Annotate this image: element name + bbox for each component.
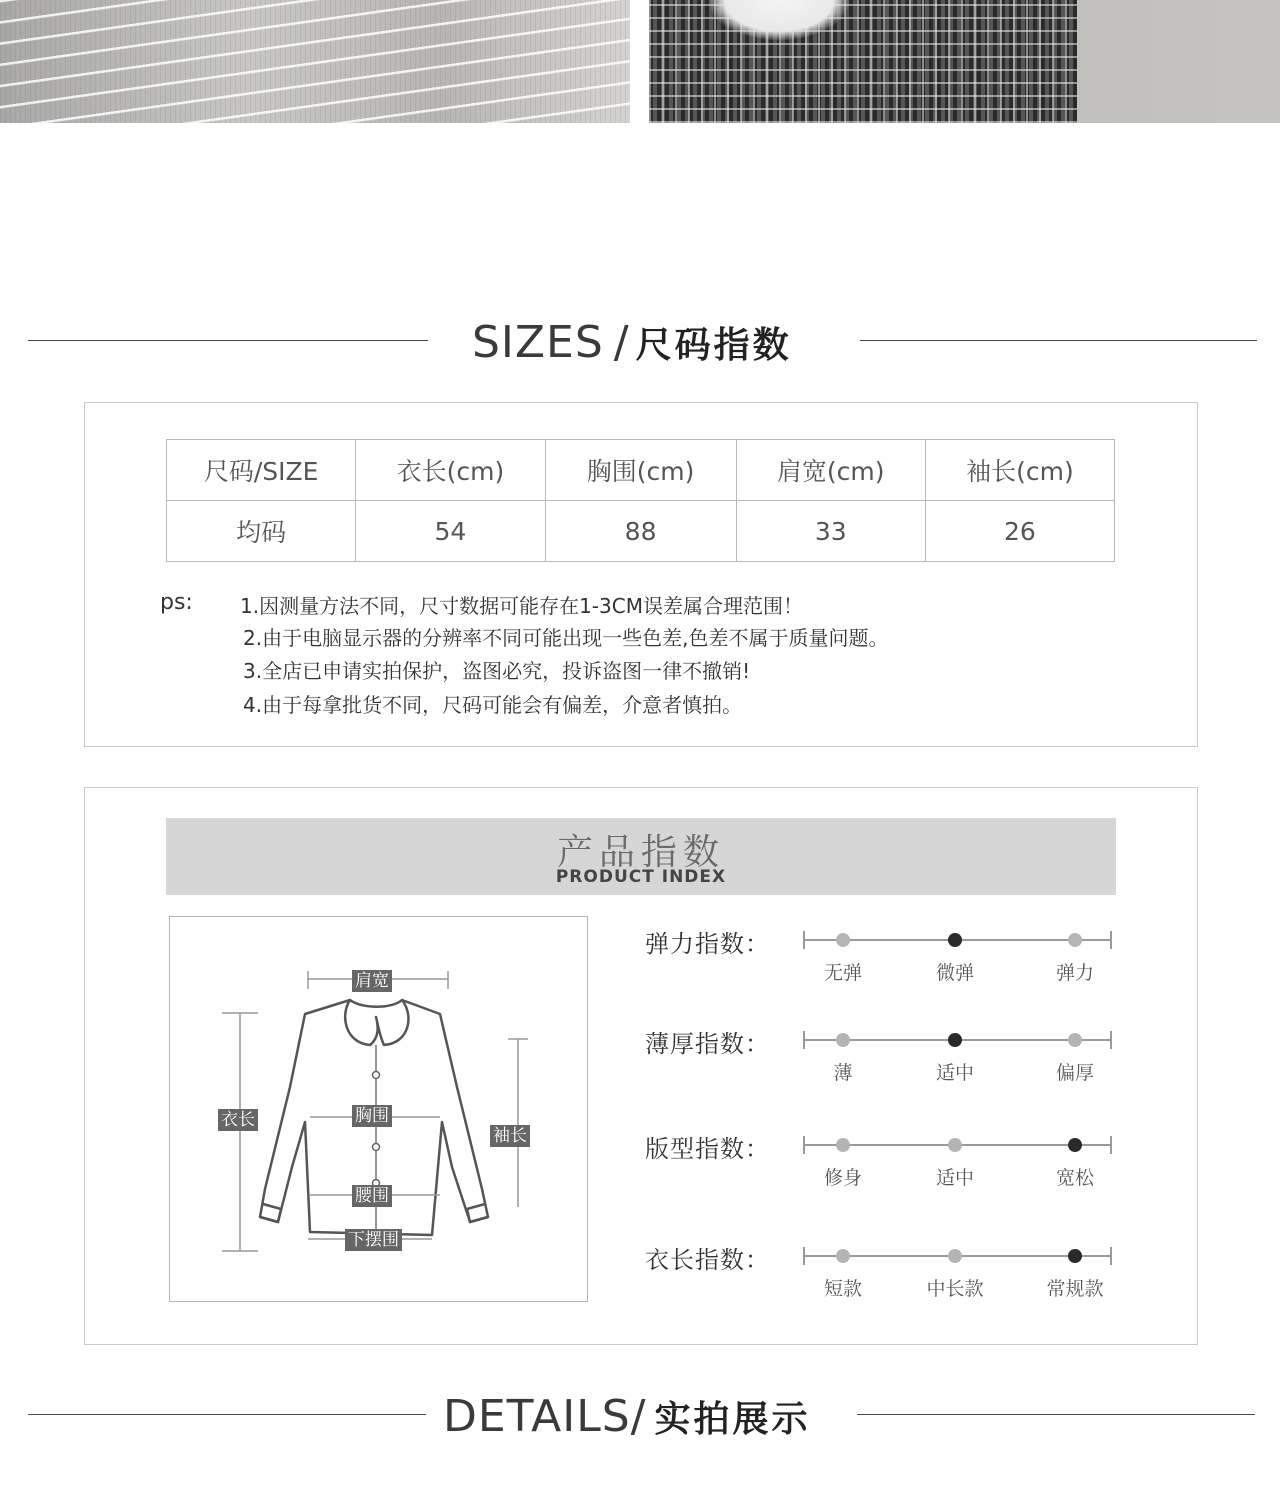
details-title-divider: / xyxy=(630,1391,647,1442)
cell-sleeve: 26 xyxy=(925,501,1114,562)
index-option-label: 适中 xyxy=(935,1062,974,1084)
header-sleeve: 袖长(cm) xyxy=(925,440,1114,501)
index-dot xyxy=(1068,1033,1082,1047)
index-option-label: 微弹 xyxy=(935,962,974,984)
index-option-label: 中长款 xyxy=(926,1278,984,1300)
index-scale-end-cap xyxy=(1110,1247,1112,1265)
note-1: 1.因测量方法不同，尺寸数据可能存在1-3CM误差属合理范围！ xyxy=(240,594,803,618)
size-table xyxy=(166,439,1115,562)
index-dot xyxy=(1068,933,1082,947)
diagram-label-length: 衣长 xyxy=(218,1109,258,1131)
diagram-label-chest: 胸围 xyxy=(352,1105,392,1127)
index-scale-start-cap xyxy=(803,1247,805,1265)
cell-length: 54 xyxy=(356,501,545,562)
index-label-length: 衣长指数： xyxy=(645,1246,770,1274)
index-label-thickness: 薄厚指数： xyxy=(645,1030,770,1058)
size-table-header-row xyxy=(167,440,1115,501)
measurement-diagram xyxy=(169,916,588,1302)
index-dot-selected xyxy=(948,933,962,947)
product-index-title-cn: 产品指数 xyxy=(556,832,725,873)
cell-size: 均码 xyxy=(167,501,356,562)
index-dot xyxy=(836,1138,850,1152)
index-label-fit: 版型指数： xyxy=(645,1135,770,1163)
index-option-label: 弹力 xyxy=(1055,962,1094,984)
sizes-section-title xyxy=(472,317,792,368)
index-option-label: 短款 xyxy=(823,1278,862,1300)
index-label-elasticity: 弹力指数： xyxy=(645,930,770,958)
note-4: 4.由于每拿批货不同，尺码可能会有偏差，介意者慎拍。 xyxy=(243,693,743,717)
index-option-label: 适中 xyxy=(935,1167,974,1189)
product-photo-fabric-detail xyxy=(0,0,630,123)
index-dot xyxy=(948,1249,962,1263)
index-option-label: 薄 xyxy=(833,1062,853,1084)
details-section-title xyxy=(443,1391,811,1442)
index-scale-start-cap xyxy=(803,931,805,949)
sizes-title-left-line xyxy=(28,340,428,341)
sizes-title-right-line xyxy=(860,340,1257,341)
product-index-banner xyxy=(166,818,1116,895)
index-option-label: 无弹 xyxy=(823,962,862,984)
index-option-label: 宽松 xyxy=(1055,1167,1094,1189)
index-dot xyxy=(836,933,850,947)
sizes-title-cn: 尺码指数 xyxy=(635,325,792,366)
index-scale-end-cap xyxy=(1110,931,1112,949)
diagram-label-sleeve: 袖长 xyxy=(490,1125,530,1147)
details-title-right-line xyxy=(857,1414,1255,1415)
note-2: 2.由于电脑显示器的分辨率不同可能出现一些色差,色差不属于质量问题。 xyxy=(243,626,889,650)
index-dot xyxy=(948,1138,962,1152)
ruffle-hem xyxy=(709,0,849,40)
cell-chest: 88 xyxy=(545,501,736,562)
index-dot xyxy=(836,1033,850,1047)
diagram-label-waist: 腰围 xyxy=(352,1185,392,1207)
details-title-cn: 实拍展示 xyxy=(654,1399,811,1440)
details-title-en: DETAILS xyxy=(443,1391,631,1442)
index-dot xyxy=(836,1249,850,1263)
index-dot-selected xyxy=(1068,1249,1082,1263)
diagram-label-shoulder: 肩宽 xyxy=(352,970,392,992)
index-dot-selected xyxy=(1068,1138,1082,1152)
details-title-left-line xyxy=(28,1414,426,1415)
table-row xyxy=(167,501,1115,562)
index-scale-start-cap xyxy=(803,1136,805,1154)
header-shoulder: 肩宽(cm) xyxy=(736,440,925,501)
index-dot-selected xyxy=(948,1033,962,1047)
product-index-title-en: PRODUCT INDEX xyxy=(555,867,727,887)
header-chest: 胸围(cm) xyxy=(545,440,736,501)
header-length: 衣长(cm) xyxy=(356,440,545,501)
header-size: 尺码/SIZE xyxy=(167,440,356,501)
index-option-label: 常规款 xyxy=(1046,1278,1104,1300)
sizes-title-divider: / xyxy=(613,317,630,368)
notes-label: ps: xyxy=(160,590,193,615)
note-3: 3.全店已申请实拍保护，盗图必究，投诉盗图一律不撤销! xyxy=(243,659,751,683)
index-scale-end-cap xyxy=(1110,1136,1112,1154)
product-photo-plaid-skirt xyxy=(649,0,1280,123)
index-option-label: 偏厚 xyxy=(1055,1062,1094,1084)
index-option-label: 修身 xyxy=(823,1167,862,1189)
sizes-title-en: SIZES xyxy=(472,317,604,368)
diagram-label-hem: 下摆围 xyxy=(345,1229,402,1251)
index-scale-start-cap xyxy=(803,1031,805,1049)
cell-shoulder: 33 xyxy=(736,501,925,562)
index-scale-end-cap xyxy=(1110,1031,1112,1049)
